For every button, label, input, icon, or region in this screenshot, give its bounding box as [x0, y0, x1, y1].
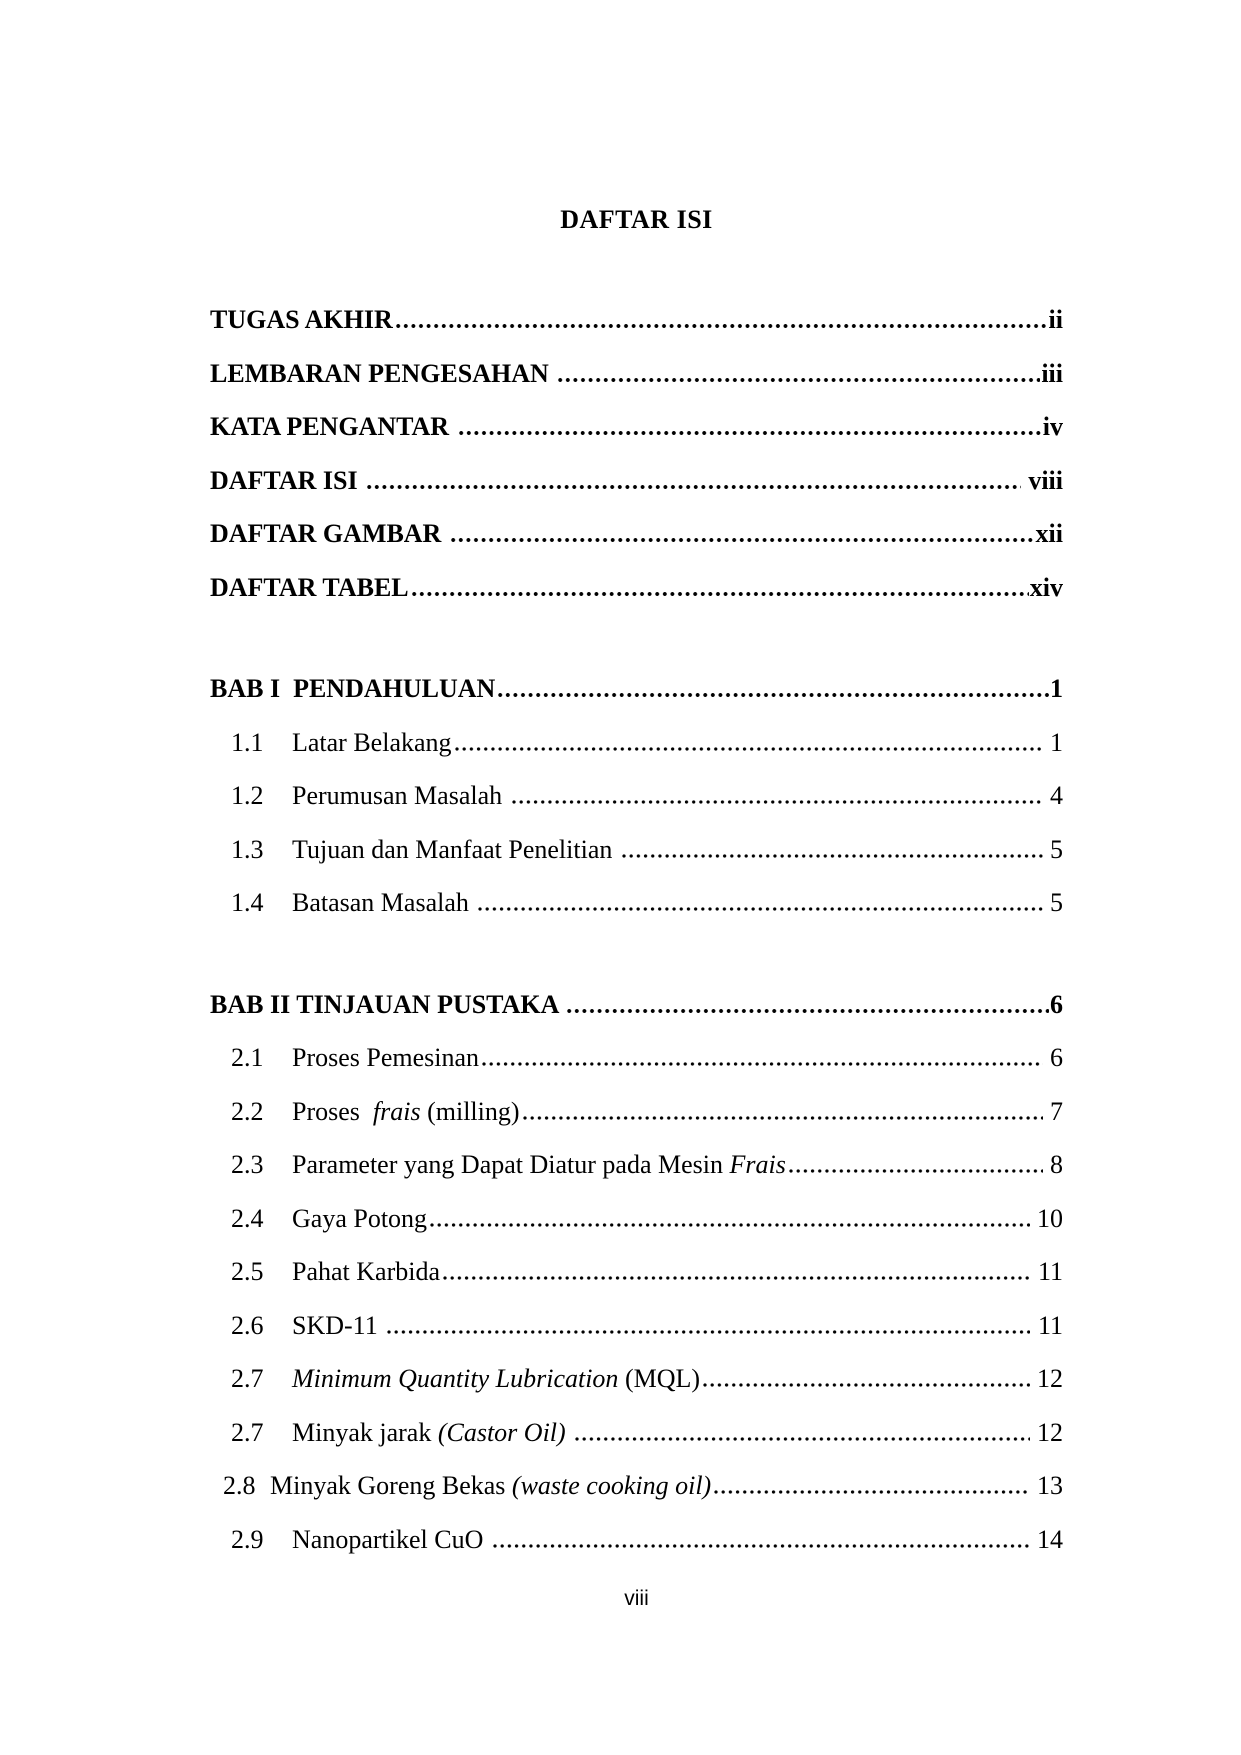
toc-entry-label — [292, 1192, 427, 1246]
dot-leader — [567, 1009, 1049, 1013]
toc-page-number: 14 — [1030, 1524, 1063, 1554]
toc-entry-number: 2.3 — [231, 1150, 264, 1179]
dot-leader — [493, 1544, 1030, 1548]
toc-entry-label — [210, 293, 393, 347]
toc-entry-label-italic-part: Minimum Quantity Lubrication — [292, 1364, 619, 1393]
toc-entry — [210, 400, 1063, 454]
dot-leader — [430, 1223, 1029, 1227]
toc-entry-label-part: Latar Belakang — [292, 727, 452, 757]
toc-entry-label — [292, 716, 452, 770]
dot-leader — [459, 431, 1042, 435]
toc-entry-label-part: (milling) — [420, 1096, 520, 1126]
toc-page-number: 5 — [1043, 834, 1063, 864]
toc-entry-label — [292, 1352, 700, 1406]
toc-entry — [210, 876, 1063, 930]
toc-entry-label-italic-part: frais — [372, 1096, 421, 1126]
toc-entry-label — [210, 347, 555, 401]
toc-page-number: 10 — [1030, 1203, 1063, 1233]
toc-page-number: viii — [1021, 465, 1063, 495]
toc-entry-label — [292, 1138, 786, 1192]
toc-page-number: 11 — [1031, 1257, 1063, 1286]
toc-entry-number: 2.6 — [231, 1310, 264, 1340]
toc-entry — [210, 1352, 1063, 1406]
toc-page-number: 4 — [1043, 781, 1063, 810]
dot-leader — [367, 485, 1021, 489]
dot-leader — [478, 907, 1042, 911]
toc-entry-label-part: Nanopartikel CuO — [292, 1524, 490, 1554]
toc-entry-label-part: (MQL) — [618, 1364, 701, 1393]
toc-page-number: 11 — [1031, 1310, 1063, 1340]
toc-entry-label-part: LEMBARAN PENGESAHAN — [210, 358, 556, 388]
toc-entry-label — [210, 561, 409, 615]
toc-entry — [210, 978, 1063, 1032]
toc-entry — [210, 1031, 1063, 1085]
toc-page-number: 6 — [1043, 1043, 1063, 1072]
toc-page-number: xii — [1035, 519, 1063, 548]
toc-page-number: 6 — [1050, 989, 1063, 1019]
dot-leader — [789, 1169, 1043, 1173]
toc-entry-label — [210, 454, 364, 508]
toc-page-number: 8 — [1043, 1150, 1063, 1179]
toc-entry — [210, 769, 1063, 823]
toc-page-number: ii — [1048, 305, 1063, 334]
toc-front-matter — [210, 293, 1063, 614]
toc-page-number: iv — [1042, 412, 1063, 441]
toc-page-number: 1 — [1043, 727, 1063, 757]
toc-page-number: 1 — [1050, 674, 1063, 703]
toc-page-number: 12 — [1030, 1417, 1063, 1447]
toc-entry-label — [292, 1513, 490, 1567]
toc-entry-number: 2.9 — [231, 1524, 264, 1554]
toc-entry — [210, 1245, 1063, 1299]
toc-entry — [210, 823, 1063, 877]
toc-entry-label-part: DAFTAR ISI — [210, 465, 365, 495]
toc-entry-number: 2.5 — [231, 1257, 264, 1286]
toc-entry — [210, 293, 1063, 347]
toc-chapters — [210, 614, 1063, 1566]
toc-entry-label — [270, 1459, 711, 1513]
toc-entry-number: 1.3 — [231, 834, 264, 864]
toc-entry-label — [292, 876, 475, 930]
toc-page-number: 12 — [1030, 1364, 1063, 1393]
toc-entry — [210, 1085, 1063, 1139]
toc-entry-label-part: Tujuan dan Manfaat Penelitian — [292, 834, 619, 864]
toc-entry — [210, 1513, 1063, 1567]
dot-leader — [482, 1062, 1042, 1066]
toc-entry-label-italic-part: (Castor Oil) — [437, 1417, 566, 1447]
spacer — [210, 247, 1063, 293]
toc-entry-label — [210, 662, 495, 716]
toc-entry-label — [292, 769, 509, 823]
toc-entry-label-part: TUGAS AKHIR — [210, 305, 393, 334]
dot-leader — [451, 538, 1035, 542]
toc-entry — [210, 561, 1063, 615]
dot-leader — [622, 854, 1043, 858]
toc-entry-number: 2.8 — [223, 1471, 256, 1500]
toc-entry-label — [210, 507, 448, 561]
toc-entry-label — [292, 1245, 440, 1299]
toc-entry-label-part: Minyak jarak — [292, 1417, 438, 1447]
dot-leader — [558, 378, 1040, 382]
dot-leader — [523, 1116, 1043, 1120]
toc-entry — [210, 1459, 1063, 1513]
toc-entry-label-part: Proses Pemesinan — [292, 1043, 480, 1072]
toc-page-number: iii — [1041, 358, 1063, 388]
toc-entry-number: 2.1 — [231, 1043, 264, 1072]
toc-entry-number: 1.4 — [231, 888, 264, 917]
toc-entry — [210, 716, 1063, 770]
toc-entry-label-italic-part: (waste cooking oil) — [511, 1471, 712, 1500]
toc-entry-label — [292, 823, 619, 877]
toc-entry — [210, 347, 1063, 401]
dot-leader — [512, 800, 1043, 804]
toc-entry — [210, 1138, 1063, 1192]
toc-entry-number: 2.4 — [231, 1203, 264, 1233]
toc-entry-label-part: DAFTAR TABEL — [210, 572, 409, 602]
toc-entry-number: 2.2 — [231, 1096, 264, 1126]
spacer — [210, 614, 1063, 662]
toc-entry — [210, 1299, 1063, 1353]
toc-entry-label-part: Minyak Goreng Bekas — [270, 1471, 512, 1500]
toc-entry-label-part: BAB II TINJAUAN PUSTAKA — [210, 989, 565, 1019]
toc-entry-label-part: BAB I PENDAHULUAN — [210, 674, 496, 703]
toc-entry — [210, 507, 1063, 561]
toc-entry-label-part: KATA PENGANTAR — [210, 412, 456, 441]
toc-entry-label-part: DAFTAR GAMBAR — [210, 519, 448, 548]
page-title: DAFTAR ISI — [560, 205, 713, 234]
toc-entry-label — [292, 1299, 384, 1353]
toc-entry — [210, 1406, 1063, 1460]
toc-entry-label — [292, 1085, 520, 1139]
toc-entry-label-part: Batasan Masalah — [292, 888, 476, 917]
toc-page-number: 5 — [1043, 888, 1063, 917]
toc-entry-label-part: Perumusan Masalah — [292, 781, 509, 810]
dot-leader — [455, 747, 1043, 751]
toc-entry-label-part: Gaya Potong — [292, 1203, 428, 1233]
toc-entry-label-part: Pahat Karbida — [292, 1257, 441, 1286]
spacer — [210, 930, 1063, 978]
toc-entry — [210, 454, 1063, 508]
toc-entry-label-italic-part: Frais — [729, 1150, 786, 1179]
dot-leader — [443, 1276, 1030, 1280]
toc-page-number: 7 — [1043, 1096, 1063, 1126]
toc-page-number: 13 — [1030, 1471, 1063, 1500]
dot-leader — [575, 1437, 1029, 1441]
toc-entry — [210, 1192, 1063, 1246]
toc-page-number: xiv — [1029, 572, 1063, 602]
toc-entry-label — [210, 978, 564, 1032]
dot-leader — [498, 693, 1049, 697]
toc-entry-number: 2.7 — [231, 1364, 264, 1393]
toc-entry-label — [210, 400, 456, 454]
dot-leader — [714, 1490, 1029, 1494]
toc-entry-label-part: SKD-11 — [292, 1310, 385, 1340]
toc-entry-label-part: Parameter yang Dapat Diatur pada Mesin — [292, 1150, 730, 1179]
dot-leader — [412, 592, 1029, 596]
toc-entry-label-part — [566, 1418, 573, 1447]
footer-page-number: viii — [624, 1587, 649, 1610]
toc-entry-number: 1.1 — [231, 727, 264, 757]
dot-leader — [387, 1330, 1030, 1334]
toc-entry-label-part: Proses — [292, 1096, 373, 1126]
toc-content — [210, 0, 1063, 1612]
toc-entry-label — [292, 1031, 479, 1085]
toc-entry-label — [292, 1406, 572, 1460]
dot-leader — [703, 1383, 1029, 1387]
toc-entry-number: 2.7 — [231, 1417, 264, 1447]
toc-entry — [210, 662, 1063, 716]
dot-leader — [396, 324, 1048, 328]
toc-entry-number: 1.2 — [231, 781, 264, 810]
